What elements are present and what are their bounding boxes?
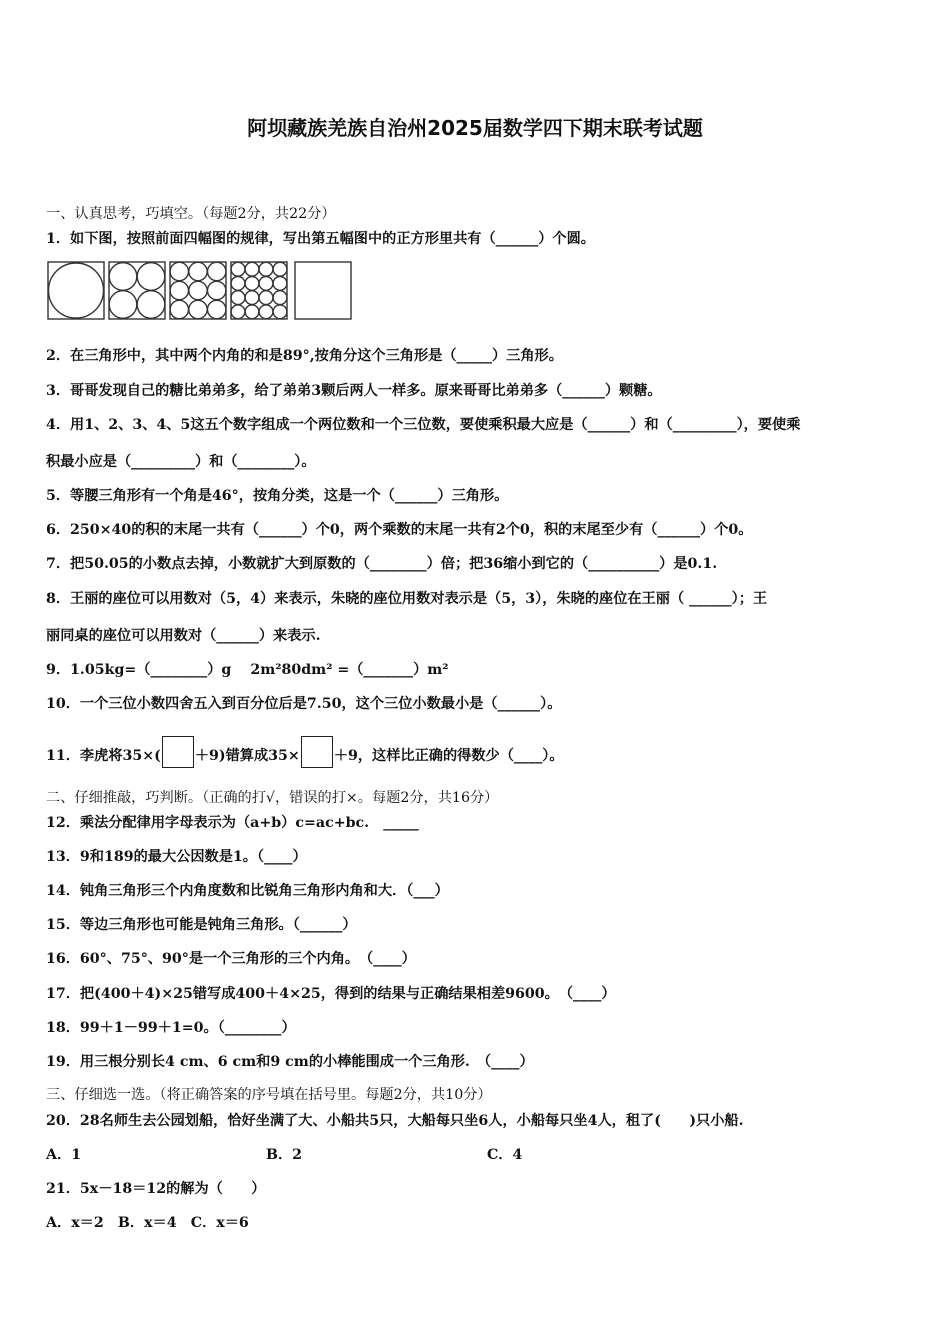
question-12: 12．乘法分配律用字母表示为（a+b）c=ac+bc. _____ bbox=[46, 815, 419, 831]
question-11 bbox=[46, 736, 564, 768]
question-1: 1．如下图，按照前面四幅图的规律，写出第五幅图中的正方形里共有（______）个圆。 bbox=[46, 231, 595, 247]
question-21: 21．5x－18＝12的解为（ ） bbox=[46, 1181, 266, 1197]
square-3 bbox=[170, 262, 226, 319]
section-3-header: 三、仔细选一选。（将正确答案的序号填在括号里。每题2分，共10分） bbox=[46, 1087, 492, 1103]
circle bbox=[49, 263, 104, 318]
question-11-part-2: ＋9)错算成35× bbox=[194, 748, 300, 764]
question-3: 3．哥哥发现自己的糖比弟弟多，给了弟弟3颗后两人一样多。原来哥哥比弟弟多（______）颗糖。 bbox=[46, 383, 662, 399]
square-5-empty bbox=[295, 262, 351, 319]
answer-box-2 bbox=[301, 736, 333, 768]
question-8-line-1: 8．王丽的座位可以用数对（5，4）来表示，朱晓的座位用数对表示是（5，3），朱晓的座位在王丽（ ______）；王 bbox=[46, 591, 768, 607]
question-11-part-3: ＋9，这样比正确的得数少（____）。 bbox=[333, 748, 564, 764]
page-title: 阿坝藏族羌族自治州2025届数学四下期末联考试题 bbox=[247, 116, 703, 140]
question-18: 18．99＋1－99＋1=0。（________） bbox=[46, 1020, 296, 1036]
section-2-header: 二、仔细推敲，巧判断。（正确的打√，错误的打×。每题2分，共16分） bbox=[46, 790, 499, 806]
question-5: 5．等腰三角形有一个角是46°，按角分类，这是一个（______）三角形。 bbox=[46, 488, 509, 504]
question-7: 7．把50.05的小数点去掉，小数就扩大到原数的（________）倍；把36缩小到它的（__________）是0.1. bbox=[46, 556, 718, 572]
question-8-line-2: 丽同桌的座位可以用数对（______）来表示. bbox=[46, 628, 321, 644]
question-17: 17．把(400＋4)×25错写成400＋4×25，得到的结果与正确结果相差9600。 （____） bbox=[46, 986, 616, 1002]
question-14: 14．钝角三角形三个内角度数和比锐角三角形内角和大．（___） bbox=[46, 883, 449, 899]
question-2: 2．在三角形中，其中两个内角的和是89°,按角分这个三角形是（_____）三角形。 bbox=[46, 348, 563, 364]
question-16: 16．60°、75°、90°是一个三角形的三个内角。 （____） bbox=[46, 951, 416, 967]
question-6: 6．250×40的积的末尾一共有（______）个0，两个乘数的末尾一共有2个0，积的末尾至少有（______）个0。 bbox=[46, 522, 753, 538]
section-1-header: 一、认真思考，巧填空。（每题2分，共22分） bbox=[46, 206, 336, 222]
question-20-option-a: A．1 bbox=[46, 1147, 82, 1163]
question-4-line-2: 积最小应是（_________）和（________）。 bbox=[46, 454, 316, 470]
question-20-option-b: B．2 bbox=[266, 1147, 303, 1163]
question-19: 19．用三根分别长4 cm、6 cm和9 cm的小棒能围成一个三角形. （____） bbox=[46, 1054, 534, 1070]
question-15: 15．等边三角形也可能是钝角三角形。（______） bbox=[46, 917, 357, 933]
question-11-part-1: 11．李虎将35×( bbox=[46, 748, 161, 764]
question-20-option-c: C．4 bbox=[487, 1147, 523, 1163]
question-20: 20．28名师生去公园划船，恰好坐满了大、小船共5只，大船每只坐6人，小船每只坐4人，租了( )只小船. bbox=[46, 1113, 744, 1129]
question-21-options: A．x＝2 B．x＝4 C．x＝6 bbox=[46, 1215, 249, 1231]
answer-box-1 bbox=[162, 736, 194, 768]
question-9: 9．1.05kg=（________）g 2m²80dm² =（_______）m² bbox=[46, 662, 449, 678]
question-4-line-1: 4．用1、2、3、4、5这五个数字组成一个两位数和一个三位数，要使乘积最大应是（______）和（_________），要使乘 bbox=[46, 417, 801, 433]
square-2 bbox=[109, 262, 165, 319]
question-10: 10．一个三位小数四舍五入到百分位后是7.50，这个三位小数最小是（______）。 bbox=[46, 696, 562, 712]
question-13: 13．9和189的最大公因数是1。（____） bbox=[46, 849, 307, 865]
circle-pattern-figure bbox=[46, 260, 356, 324]
